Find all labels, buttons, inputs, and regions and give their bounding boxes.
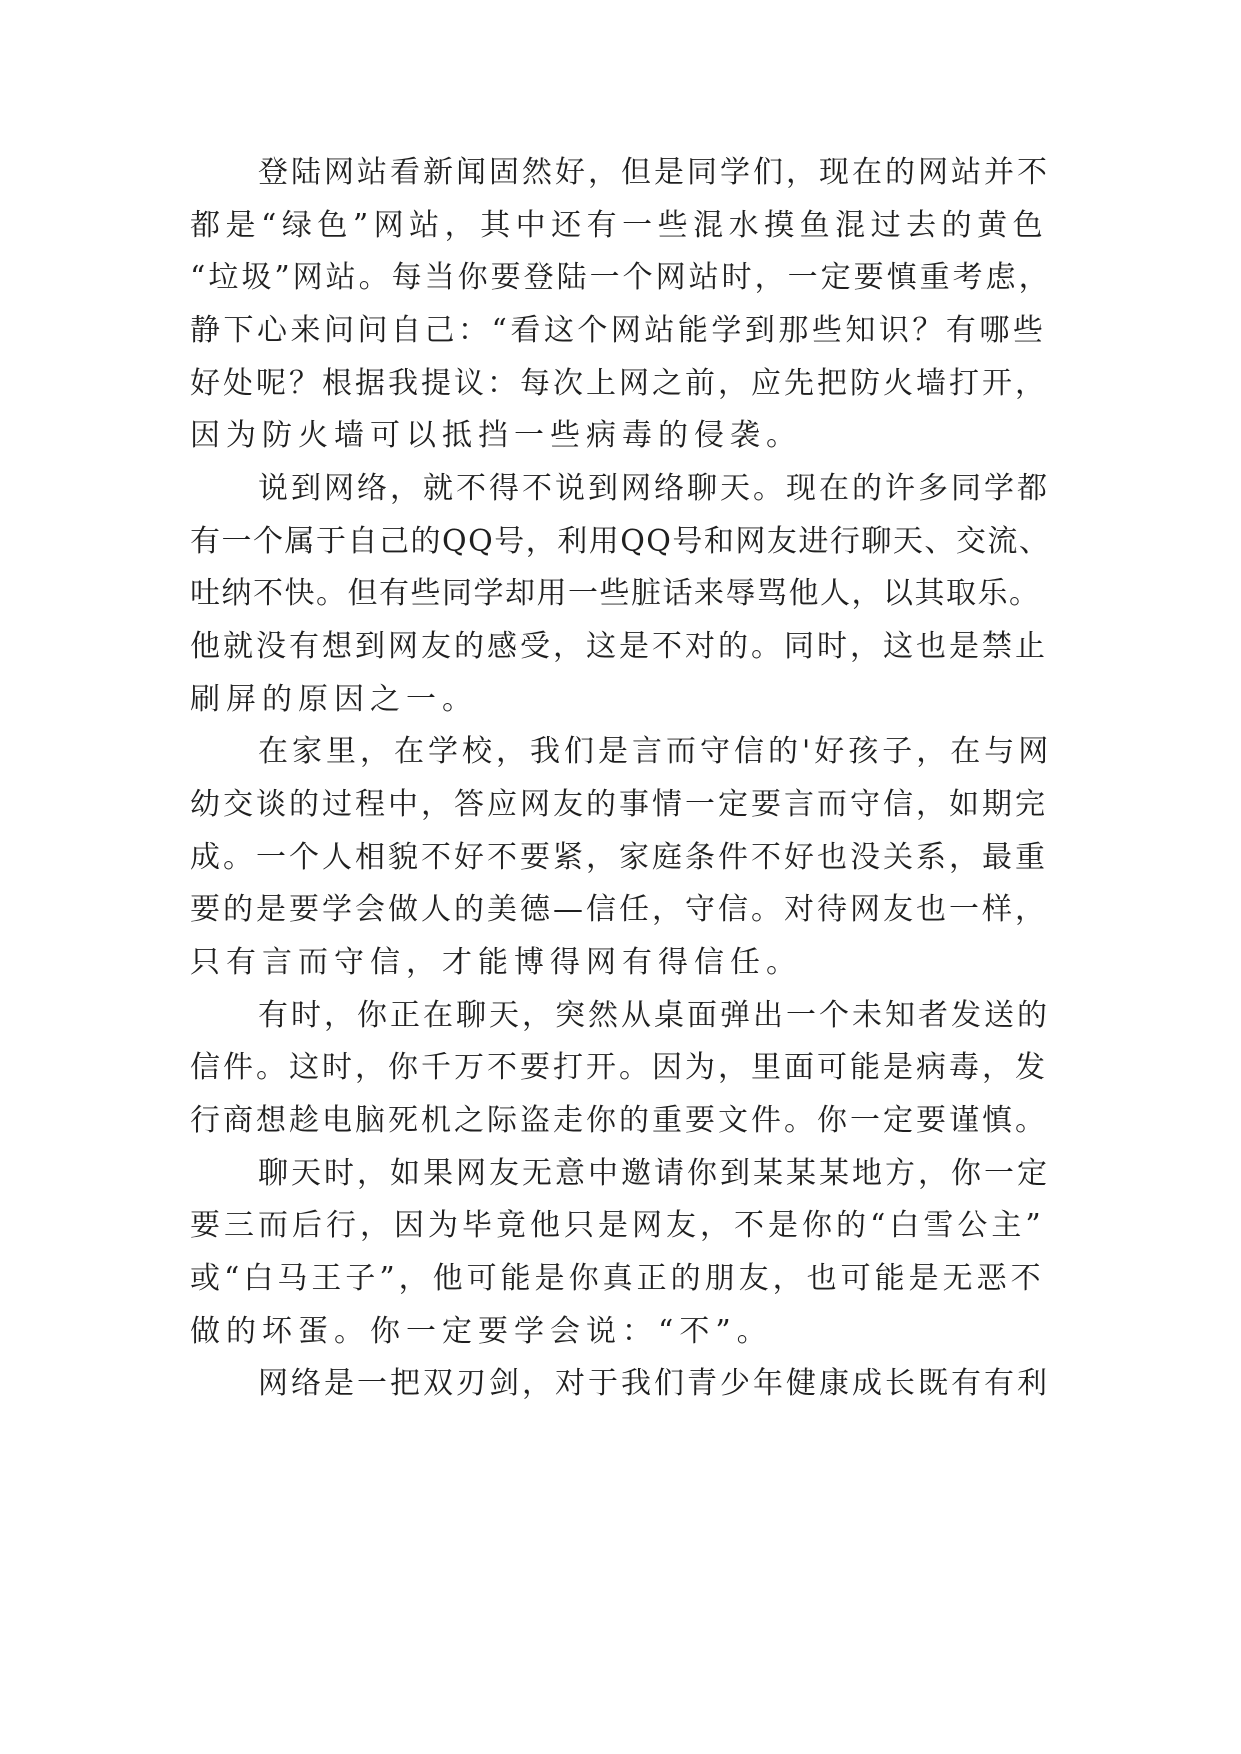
text-line: 吐纳不快。但有些同学却用一些脏话来辱骂他人，以其取乐。	[190, 576, 1041, 611]
text-line: 都是“绿色”网站，其中还有一些混水摸鱼混过去的黄色	[190, 208, 1049, 243]
text-line: 只有言而守信，才能博得网有得信任。	[190, 945, 802, 980]
text-line: 好处呢？根据我提议：每次上网之前，应先把防火墙打开，	[190, 366, 1048, 401]
text-line: 行商想趁电脑死机之际盗走你的重要文件。你一定要谨慎。	[190, 1103, 1048, 1138]
text-line: 在家里，在学校，我们是言而守信的'好孩子，在与网	[258, 734, 1053, 769]
text-line: 做的坏蛋。你一定要学会说：“不”。	[190, 1314, 773, 1349]
text-line: 有时，你正在聊天，突然从桌面弹出一个未知者发送的	[258, 998, 1050, 1033]
text-line: 登陆网站看新闻固然好，但是同学们，现在的网站并不	[258, 155, 1050, 190]
text-line: 聊天时，如果网友无意中邀请你到某某某地方，你一定	[258, 1156, 1050, 1191]
text-line: 他就没有想到网友的感受，这是不对的。同时，这也是禁止	[190, 629, 1048, 664]
text-line: 成。一个人相貌不好不要紧，家庭条件不好也没关系，最重	[190, 840, 1048, 875]
text-line: 有一个属于自己的QQ号，利用QQ号和网友进行聊天、交流、	[190, 524, 1051, 559]
text-line: 要的是要学会做人的美德—信任，守信。对待网友也一样，	[190, 892, 1048, 927]
text-line: 信件。这时，你千万不要打开。因为，里面可能是病毒，发	[190, 1050, 1048, 1085]
text-line: “垃圾”网站。每当你要登陆一个网站时，一定要慎重考虑，	[190, 260, 1052, 295]
text-line: 网络是一把双刃剑，对于我们青少年健康成长既有有利	[258, 1366, 1050, 1401]
text-line: 要三而后行，因为毕竟他只是网友，不是你的“白雪公主”	[190, 1208, 1045, 1243]
text-line: 刷屏的原因之一。	[190, 682, 478, 717]
text-line: 静下心来问问自己：“看这个网站能学到那些知识？有哪些	[190, 313, 1047, 348]
text-line: 幼交谈的过程中，答应网友的事情一定要言而守信，如期完	[190, 787, 1048, 822]
text-line: 或“白马王子”，他可能是你真正的朋友，也可能是无恶不	[190, 1261, 1045, 1296]
text-line: 说到网络，就不得不说到网络聊天。现在的许多同学都	[258, 471, 1050, 506]
text-line: 因为防火墙可以抵挡一些病毒的侵袭。	[190, 418, 802, 453]
